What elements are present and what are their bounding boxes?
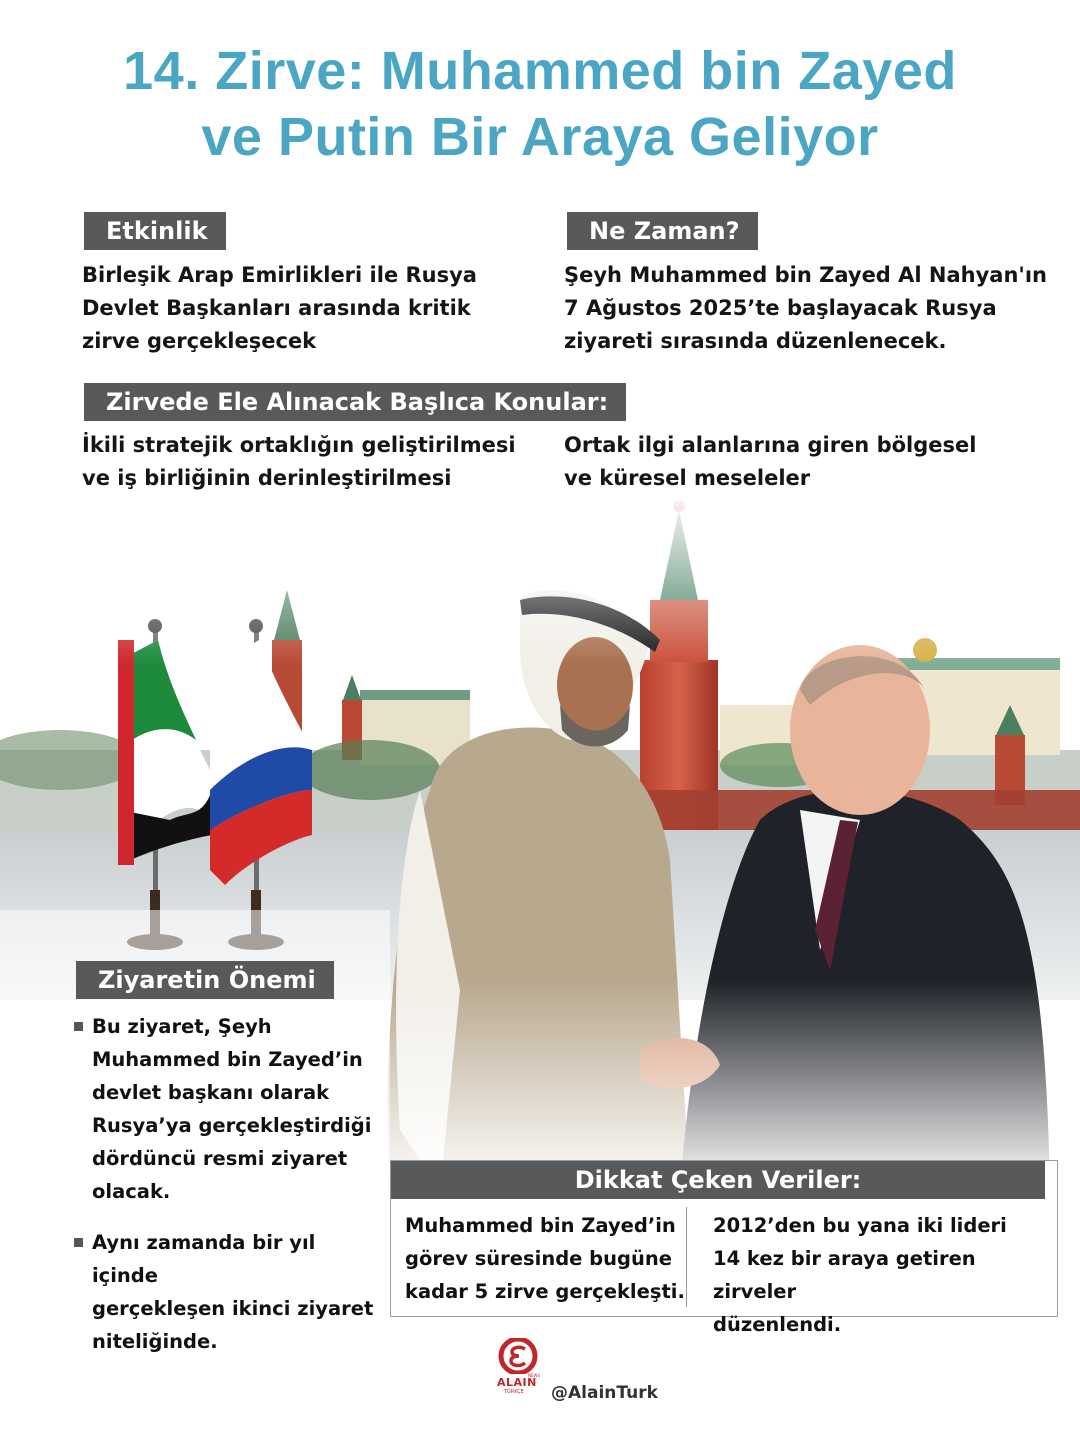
logo-word: ALAIN [497,1376,537,1389]
bullet-square-icon [74,1238,83,1247]
konular-line: Ortak ilgi alanlarına giren bölgesel [564,433,977,457]
bullet-line: Aynı zamanda bir yıl içinde [92,1231,316,1287]
bullet-line: Muhammed bin Zayed’in [92,1048,363,1071]
veriler-line: 2012’den bu yana iki lideri [713,1214,1007,1237]
veriler-line: düzenlendi. [713,1313,842,1336]
bullet-line: Bu ziyaret, Şeyh [92,1015,272,1038]
social-handle: @AlainTurk [551,1383,658,1403]
logo-sub: TÜRKÇE [504,1389,524,1395]
ne-zaman-line: ziyareti sırasında düzenlenecek. [564,329,947,353]
veriler-line: 14 kez bir araya getiren zirveler [713,1247,976,1303]
title-line-2: ve Putin Bir Araya Geliyor [201,107,879,167]
alain-logo-icon [492,1338,544,1374]
page-title [0,38,1080,170]
bullet-line: Rusya’ya gerçekleştirdiği [92,1114,372,1137]
veriler-right [713,1209,1053,1341]
onem-label: Ziyaretin Önemi [76,961,334,999]
bullet-line: gerçekleşen ikinci ziyaret [92,1297,374,1320]
konular-line: ve iş birliğinin derinleştirilmesi [82,466,452,490]
list-item [74,1010,384,1208]
ne-zaman-line: 7 Ağustos 2025’te başlayacak Rusya [564,296,997,320]
veriler-label: Dikkat Çeken Veriler: [391,1161,1045,1199]
divider [686,1207,687,1307]
etkinlik-line: zirve gerçekleşecek [82,329,317,353]
konular-right [564,429,1044,495]
bullet-line: niteliğinde. [92,1330,218,1353]
veriler-box [390,1160,1058,1336]
veriler-line: görev süresinde bugüne [405,1247,672,1270]
veriler-line: Muhammed bin Zayed’in [405,1214,676,1237]
ne-zaman-label: Ne Zaman? [567,212,758,250]
bullet-line: dördüncü resmi ziyaret [92,1147,348,1170]
bullet-square-icon [74,1022,83,1031]
konular-label: Zirvede Ele Alınacak Başlıca Konular: [84,383,626,421]
alain-logo [492,1338,544,1395]
onem-bullets [74,1010,384,1376]
list-item [74,1226,384,1358]
ne-zaman-line: Şeyh Muhammed bin Zayed Al Nahyan'ın [564,263,1047,287]
title-line-1: 14. Zirve: Muhammed bin Zayed [123,41,957,101]
bullet-line: olacak. [92,1180,171,1203]
etkinlik-line: Devlet Başkanları arasında kritik [82,296,471,320]
etkinlik-line: Birleşik Arap Emirlikleri ile Rusya [82,263,477,287]
konular-line: İkili stratejik ortaklığın geliştirilmesi [82,433,516,457]
ne-zaman-text [564,259,1064,358]
etkinlik-text [82,259,522,358]
konular-left [82,429,552,495]
bullet-line: devlet başkanı olarak [92,1081,330,1104]
veriler-left [405,1209,685,1308]
veriler-line: kadar 5 zirve gerçekleşti. [405,1280,685,1303]
etkinlik-label: Etkinlik [84,212,226,250]
konular-line: ve küresel meseleler [564,466,811,490]
logo-news: NEWS [528,1373,541,1378]
